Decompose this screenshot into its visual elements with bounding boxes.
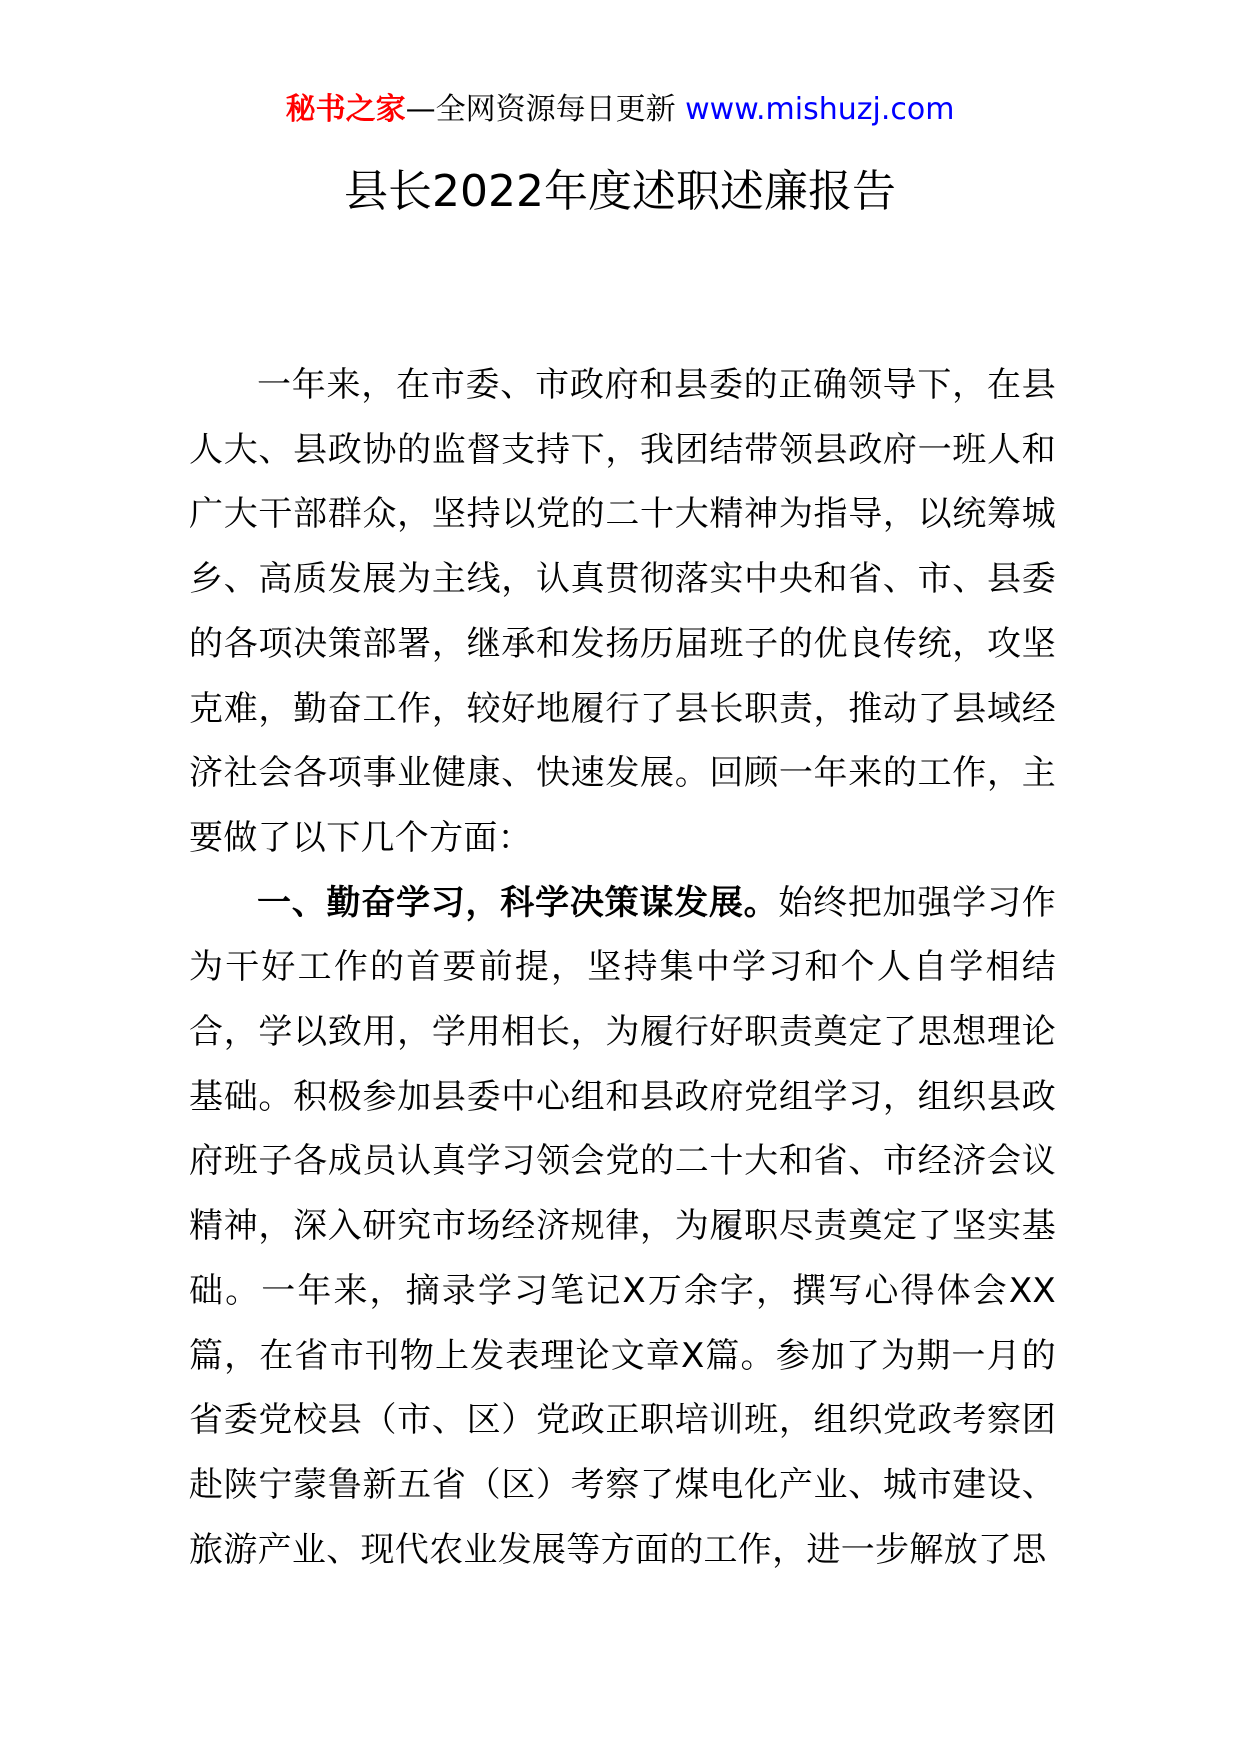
paragraph-text: 始终把加强学习作为干好工作的首要前提，坚持集中学习和个人自学相结合，学以致用，学用相长，为履行好职责奠定了思想理论基础。积极参加县委中心组和县政府党组学习，组织县政府班子各成员认真学习领会党的二十大和省、市经济会议精神，深入研究市场经济规律，为履职尽责奠定了坚实基础。一年来，摘录学习笔记X万余字，撰写心得体会XX篇，在省市刊物上发表理论文章X篇。参加了为期一月的省委党校县（市、区）党政正职培训班，组织党政考察团赴陕宁蒙鲁新五省（区）考察了煤电化产业、城市建设、旅游产业、现代农业发展等方面的工作，进一步解放了思 <box>189 882 1057 1570</box>
document-title: 县长2022年度述职述廉报告 <box>344 166 896 217</box>
paragraph-section-1 <box>189 871 1056 1583</box>
site-brand: 秘书之家 <box>285 92 406 127</box>
site-tagline: —全网资源每日更新 <box>405 92 676 127</box>
paragraph-text: 一年来，在市委、市政府和县委的正确领导下，在县人大、县政协的监督支持下，我团结带领县政府一班人和广大干部群众，坚持以党的二十大精神为指导，以统筹城乡、高质发展为主线，认真贯彻落实中央和省、市、县委的各项决策部署，继承和发扬历届班子的优良传统，攻坚克难，勤奋工作，较好地履行了县长职责，推动了县域经济社会各项事业健康、快速发展。回顾一年来的工作，主要做了以下几个方面： <box>189 365 1056 858</box>
document-body <box>189 353 1056 1582</box>
section-heading: 一、勤奋学习，科学决策谋发展。 <box>257 882 779 923</box>
site-header <box>0 90 1240 130</box>
site-url-link[interactable]: www.mishuzj.com <box>685 92 955 127</box>
paragraph-intro <box>189 353 1056 871</box>
